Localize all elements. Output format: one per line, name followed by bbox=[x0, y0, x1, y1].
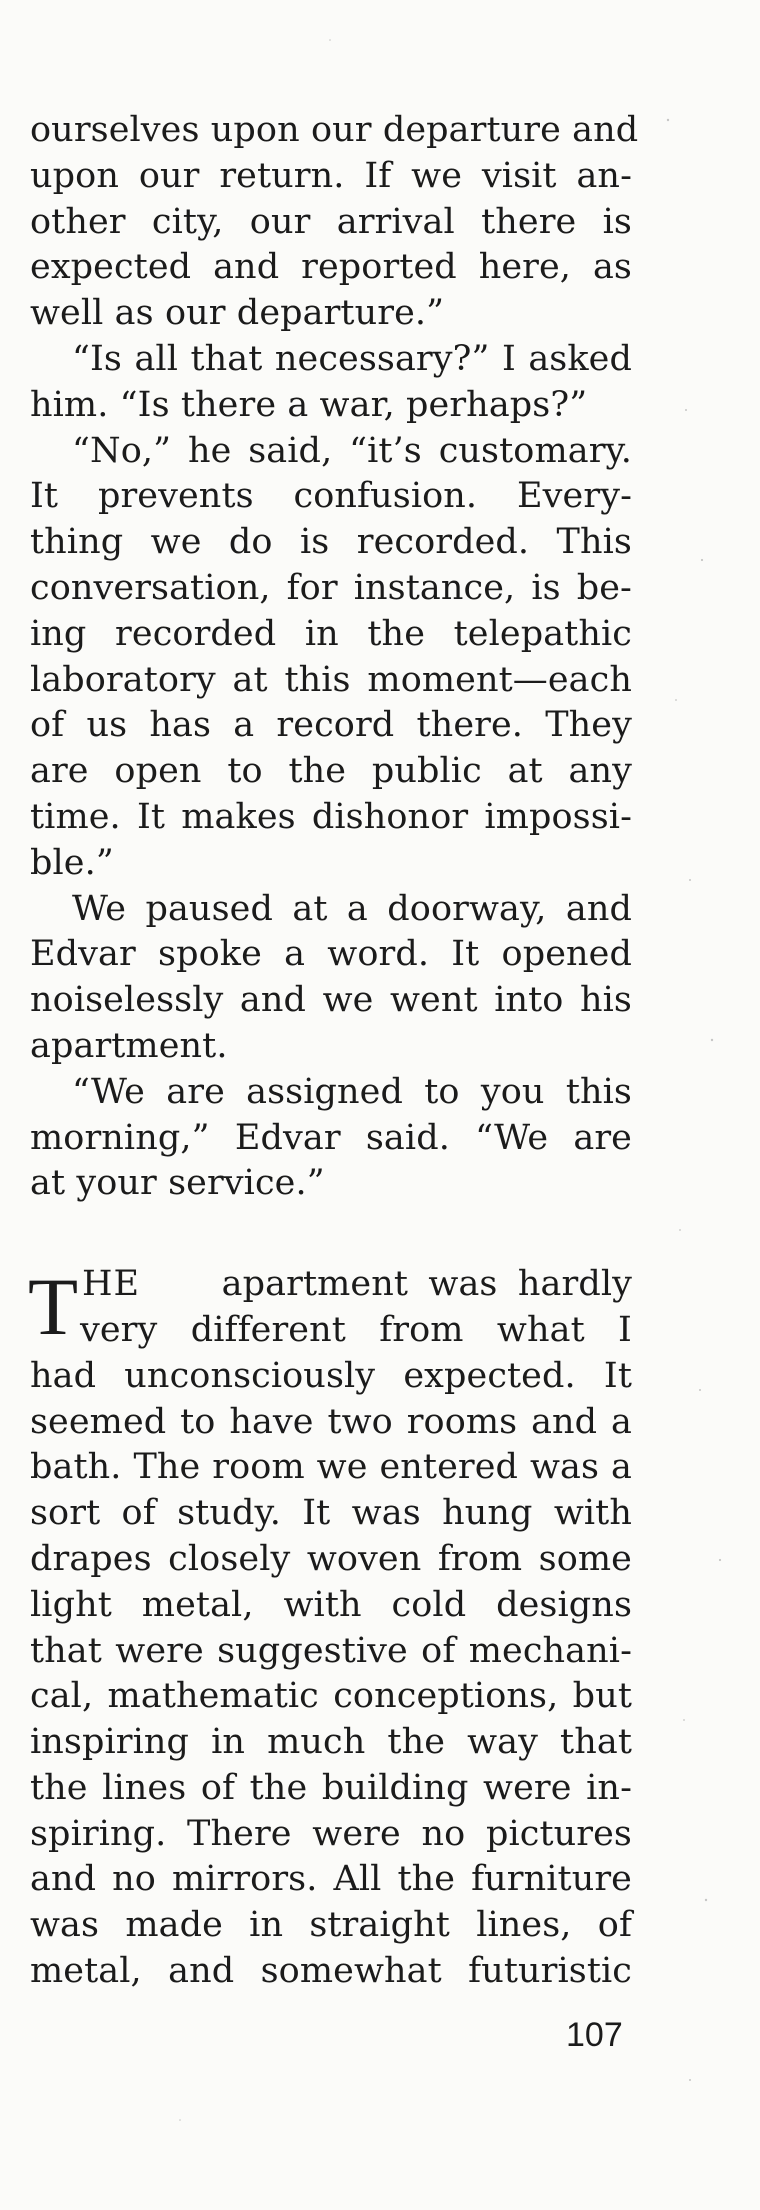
text-line: bath. The room we entered was a bbox=[30, 1447, 632, 1488]
text-line: him. “Is there a war, perhaps?” bbox=[30, 384, 588, 425]
text-line: was made in straight lines, of bbox=[30, 1905, 632, 1946]
text-line: morning,” Edvar said. “We are bbox=[30, 1117, 632, 1158]
text-line: noiselessly and we went into his bbox=[30, 980, 632, 1021]
text-line: “Is all that necessary?” I asked bbox=[72, 338, 632, 379]
text-line: well as our departure.” bbox=[30, 293, 445, 334]
text-line: inspiring in much the way that bbox=[30, 1722, 632, 1763]
text-line: Edvar spoke a word. It opened bbox=[30, 934, 632, 975]
drop-cap: T bbox=[28, 1261, 79, 1353]
section-opening bbox=[30, 1262, 632, 1354]
text-line: at your service.” bbox=[30, 1163, 325, 1204]
text-line: apartment. bbox=[30, 1025, 228, 1066]
text-line: “No,” he said, “it’s customary. bbox=[72, 430, 632, 471]
article-text bbox=[30, 108, 639, 1207]
page-number: 107 bbox=[566, 2016, 623, 2054]
text-line: the lines of the building were in- bbox=[30, 1767, 632, 1808]
text-line: light metal, with cold designs bbox=[30, 1584, 632, 1625]
text-line: spiring. There were no pictures bbox=[30, 1813, 632, 1854]
text-line: sort of study. It was hung with bbox=[30, 1493, 632, 1534]
text-line: ing recorded in the telepathic bbox=[30, 613, 632, 654]
text-line: that were suggestive of mechani- bbox=[30, 1630, 632, 1671]
text-line: laboratory at this moment—each bbox=[30, 659, 632, 700]
text-line: metal, and somewhat futuristic bbox=[30, 1951, 632, 1992]
text-line: We paused at a doorway, and bbox=[72, 888, 632, 929]
text-line: are open to the public at any bbox=[30, 751, 632, 792]
text-line: expected and reported here, as bbox=[30, 247, 632, 288]
text-line: had unconsciously expected. It bbox=[30, 1355, 632, 1396]
text-line: and no mirrors. All the furniture bbox=[30, 1859, 632, 1900]
section-break bbox=[30, 1207, 632, 1262]
text-line: “We are assigned to you this bbox=[72, 1071, 632, 1112]
text-line: ourselves upon our departure and bbox=[30, 110, 639, 150]
text-line: ble.” bbox=[30, 842, 114, 883]
text-line: other city, our arrival there is bbox=[30, 201, 632, 242]
text-line: thing we do is recorded. This bbox=[30, 522, 632, 563]
page-body bbox=[28, 108, 639, 1995]
text-line: conversation, for instance, is be- bbox=[30, 567, 632, 608]
text-line: It prevents confusion. Every- bbox=[30, 476, 632, 517]
section-second-line: very different from what I bbox=[80, 1309, 632, 1350]
small-caps-word: HE bbox=[82, 1264, 141, 1305]
section-text bbox=[30, 1354, 632, 1995]
text-line: of us has a record there. They bbox=[30, 705, 632, 746]
text-line: drapes closely woven from some bbox=[30, 1538, 632, 1579]
section-first-line bbox=[30, 1262, 632, 1308]
first-line-text: apartment was hardly bbox=[221, 1264, 633, 1305]
text-line: upon our return. If we visit an- bbox=[30, 155, 632, 196]
text-line: time. It makes dishonor impossi- bbox=[30, 796, 632, 837]
text-line: cal, mathematic conceptions, but bbox=[30, 1676, 632, 1717]
text-line: seemed to have two rooms and a bbox=[30, 1401, 632, 1442]
